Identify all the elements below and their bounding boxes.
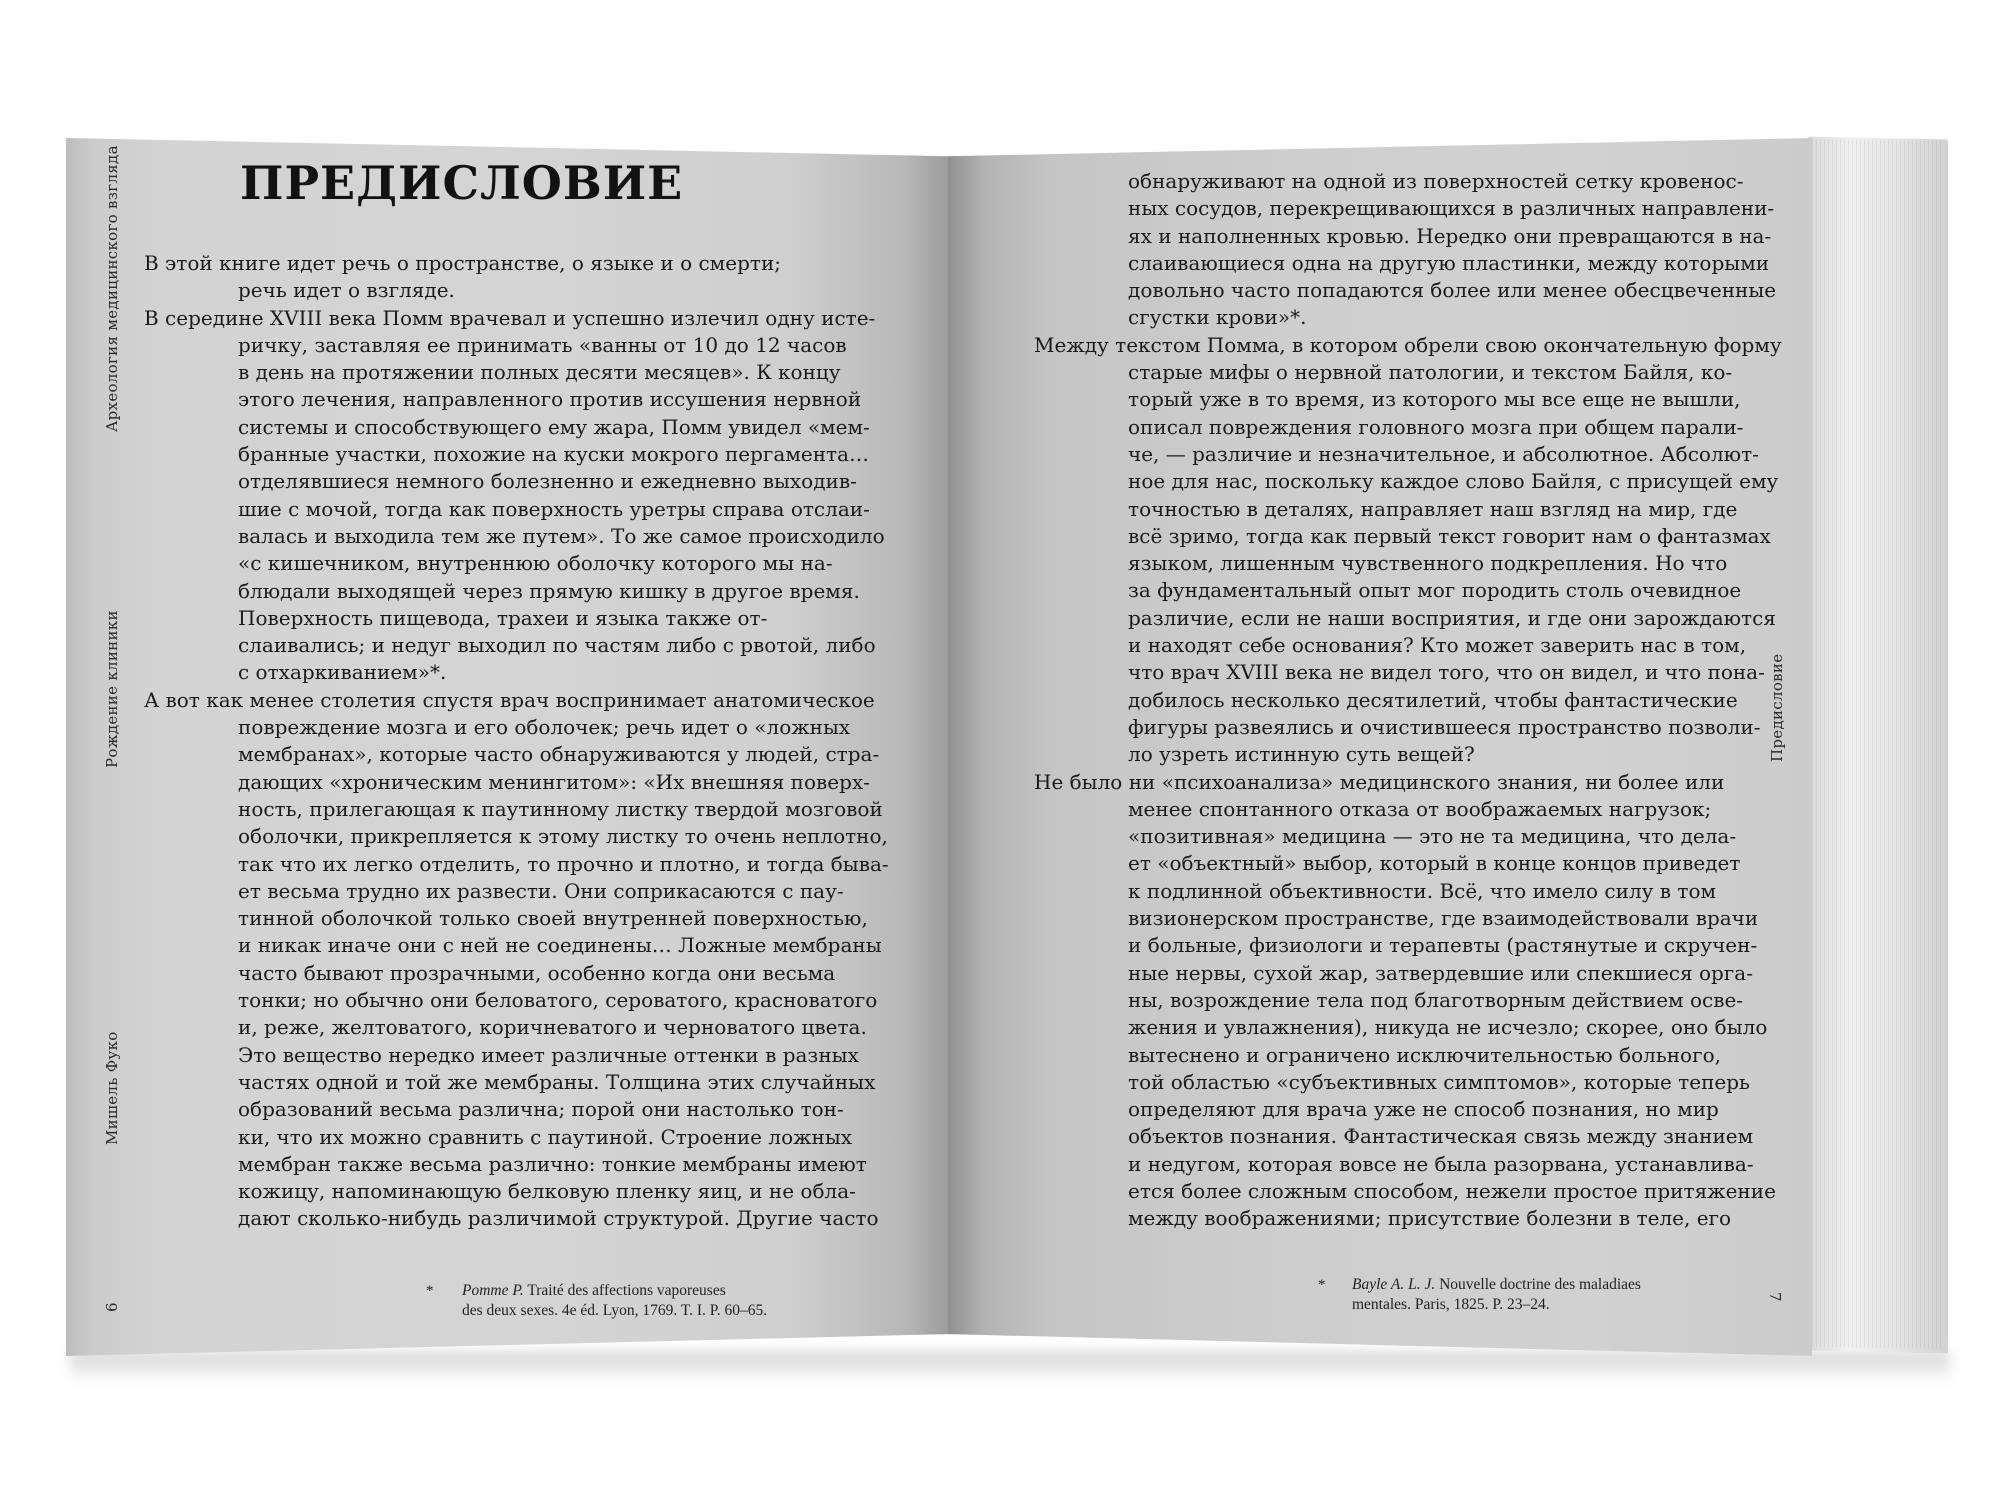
text-line: валась и выходила тем же путем». То же самое происходило <box>238 523 885 548</box>
text-line: часто бывают прозрачными, особенно когда они весьма <box>238 960 836 985</box>
text-line: «позитивная» медицина — это не та медицина, что дела- <box>1128 824 1737 849</box>
text-line: языком, лишенным чувственного подкрепления. Но что <box>1128 551 1728 576</box>
text-line: Поверхность пищевода, трахеи и языка также от- <box>238 605 768 630</box>
text-line: и, реже, желтоватого, коричневатого и черноватого цвета. <box>238 1015 867 1040</box>
left-body-text <box>144 250 889 1233</box>
text-line: «с кишечником, внутреннюю оболочку которого мы на- <box>238 551 833 576</box>
text-line: дают сколько-нибудь различимой структурой. Другие часто <box>238 1206 879 1231</box>
footnote-left <box>426 1281 768 1321</box>
text-line: блюдали выходящей через прямую кишку в другое время. <box>238 578 860 603</box>
running-head-book-title: Рождение клиники <box>103 610 121 768</box>
text-line: образований весьма различна; порой они настолько тон- <box>238 1097 844 1122</box>
running-head-chapter: Предисловие <box>1768 653 1786 762</box>
text-line: ных сосудов, перекрещивающихся в различных направлени- <box>1128 196 1775 221</box>
book-shadow <box>70 1352 1950 1382</box>
text-line: и больные, физиологи и терапевты (растянутые и скручен- <box>1128 933 1758 958</box>
footnote-author: Pomme P. <box>462 1282 524 1299</box>
text-line: Между текстом Помма, в котором обрели свою окончательную форму <box>1034 332 1782 357</box>
text-line: тонки; но обычно они беловатого, сероватого, красноватого <box>238 988 878 1013</box>
text-line: описал повреждения головного мозга при общем парали- <box>1128 414 1744 439</box>
text-line: В середине XVIII века Помм врачевал и успешно излечил одну исте- <box>144 305 876 330</box>
text-line: объектов познания. Фантастическая связь между знанием <box>1128 1124 1754 1149</box>
text-line: между воображениями; присутствие болезни в теле, его <box>1128 1206 1732 1231</box>
text-line: шие с мочой, тогда как поверхность уретры справа отслаи- <box>238 496 870 521</box>
text-line: дающих «хроническим менингитом»: «Их внешняя поверх- <box>238 769 870 794</box>
text-line: мембран также весьма различно: тонкие мембраны имеют <box>238 1151 867 1176</box>
footnote-text-2: mentales. Paris, 1825. P. 23–24. <box>1352 1296 1550 1313</box>
text-line: Это вещество нередко имеет различные оттенки в разных <box>238 1042 859 1067</box>
text-line: той областью «субъективных симптомов», которые теперь <box>1128 1069 1750 1094</box>
text-line: за фундаментальный опыт мог породить столь очевидное <box>1128 578 1742 603</box>
text-line: определяют для врача уже не способ познания, но мир <box>1128 1097 1719 1122</box>
page-block-lines <box>1812 139 1944 1350</box>
footnote-text-2: des deux sexes. 4e éd. Lyon, 1769. T. I. P. 60–65. <box>462 1302 768 1319</box>
text-line: фигуры развеялись и очистившееся пространство позволи- <box>1128 714 1761 739</box>
text-line: всё зримо, тогда как первый текст говорит нам о фантазмах <box>1128 523 1771 548</box>
text-line: ричку, заставляя ее принимать «ванны от 10 до 12 часов <box>238 332 847 357</box>
text-line: и никак иначе они с ней не соединены… Ложные мембраны <box>238 933 882 958</box>
text-line: менее спонтанного отказа от воображаемых нагрузок; <box>1128 796 1712 821</box>
text-line: ется более сложным способом, нежели простое притяжение <box>1128 1178 1776 1203</box>
text-line: различие, если не наши восприятия, и где они зарождаются <box>1128 605 1776 630</box>
page-number-right: 7 <box>1766 1292 1784 1302</box>
running-head-author: Мишель Фуко <box>103 1031 121 1145</box>
text-line: визионерском пространстве, где взаимодействовали врачи <box>1128 906 1759 931</box>
text-line: ны, возрождение тела под благотворным действием осве- <box>1128 987 1744 1012</box>
text-line: и находят себе основания? Кто может заверить нас в том, <box>1128 633 1747 658</box>
footnote-author: Bayle A. L. J. <box>1352 1276 1436 1293</box>
text-line: Не было ни «психоанализа» медицинского знания, ни более или <box>1034 769 1725 794</box>
text-line: А вот как менее столетия спустя врач воспринимает анатомическое <box>144 687 875 712</box>
page-number-left: 6 <box>103 1302 121 1312</box>
text-line: оболочки, прикрепляется к этому листку то очень неплотно, <box>238 824 888 849</box>
text-line: отделявшиеся немного болезненно и ежедневно выходив- <box>238 469 857 494</box>
text-line: слаивающиеся одна на другую пластинки, между которыми <box>1128 250 1770 275</box>
text-line: точностью в деталях, направляет наш взгляд на мир, где <box>1128 496 1738 521</box>
text-line: речь идет о взгляде. <box>238 278 455 303</box>
text-line: че, — различие и незначительное, и абсолютное. Абсолют- <box>1128 441 1759 466</box>
text-line: и недугом, которая вовсе не была разорвана, устанавлива- <box>1128 1151 1754 1176</box>
text-line: к подлинной объективности. Всё, что имело силу в том <box>1128 878 1717 903</box>
text-line: довольно часто попадаются более или менее обесцвеченные <box>1128 278 1777 303</box>
text-line: ные нервы, сухой жар, затвердевшие или спекшиеся орга- <box>1128 960 1753 985</box>
footnote-text-1: Nouvelle doctrine des maladiaes <box>1435 1276 1641 1293</box>
text-line: бранные участки, похожие на куски мокрого пергамента… <box>238 442 870 467</box>
text-line: системы и способствующего ему жара, Помм увидел «мем- <box>238 414 870 439</box>
text-line: ло узреть истинную суть вещей? <box>1128 742 1475 767</box>
footnote-text-1: Traité des affections vaporeuses <box>523 1282 726 1299</box>
text-line: кожицу, напоминающую белковую пленку яиц, и не обла- <box>238 1179 856 1204</box>
footnote-marker: * <box>1318 1277 1326 1293</box>
text-line: с отхаркиванием»*. <box>238 660 447 685</box>
text-line: торый уже в то время, из которого мы все еще не вышли, <box>1128 387 1741 412</box>
text-line: так что их легко отделить, то прочно и плотно, и тогда быва- <box>238 851 889 876</box>
text-line: ет «объектный» выбор, который в конце концов приведет <box>1128 851 1741 876</box>
text-line: добилось несколько десятилетий, чтобы фантастические <box>1128 687 1738 712</box>
text-line: частях одной и той же мембраны. Толщина этих случайных <box>238 1069 876 1094</box>
text-line: ность, прилегающая к паутинному листку твердой мозговой <box>238 796 883 821</box>
text-line: В этой книге идет речь о пространстве, о языке и о смерти; <box>144 251 782 275</box>
chapter-heading: ПРЕДИСЛОВИЕ <box>240 156 684 210</box>
text-line: ки, что их можно сравнить с паутиной. Строение ложных <box>238 1124 853 1149</box>
text-line: мембранах», которые часто обнаруживаются у людей, стра- <box>238 742 880 767</box>
text-line: повреждение мозга и его оболочек; речь идет о «ложных <box>238 715 851 740</box>
text-line: сгустки крови»*. <box>1128 305 1307 330</box>
text-line: тинной оболочкой только своей внутренней поверхностью, <box>238 906 868 931</box>
text-line: ет весьма трудно их развести. Они соприкасаются с пау- <box>238 878 844 903</box>
text-line: в день на протяжении полных десяти месяцев». К концу <box>238 360 841 385</box>
right-body-text <box>1034 168 1782 1233</box>
text-line: этого лечения, направленного против иссушения нервной <box>238 387 862 412</box>
text-line: жения и увлажнения), никуда не исчезло; скорее, оно было <box>1128 1015 1768 1040</box>
footnote-right <box>1318 1275 1641 1315</box>
text-line: обнаруживают на одной из поверхностей сетку кровенос- <box>1128 169 1744 193</box>
text-line: слаивались; и недуг выходил по частям либо с рвотой, либо <box>238 633 876 658</box>
running-head-book-subtitle: Археология медицинского взгляда <box>103 145 121 432</box>
text-line: ное для нас, поскольку каждое слово Байля, с присущей ему <box>1128 469 1779 494</box>
text-line: старые мифы о нервной патологии, и текстом Байля, ко- <box>1128 360 1733 385</box>
text-line: что врач XVIII века не видел того, что он видел, и что пона- <box>1128 660 1765 685</box>
footnote-marker: * <box>426 1283 434 1299</box>
text-line: вытеснено и ограничено исключительностью больного, <box>1128 1042 1721 1067</box>
text-line: ях и наполненных кровью. Нередко они превращаются в на- <box>1128 223 1772 248</box>
